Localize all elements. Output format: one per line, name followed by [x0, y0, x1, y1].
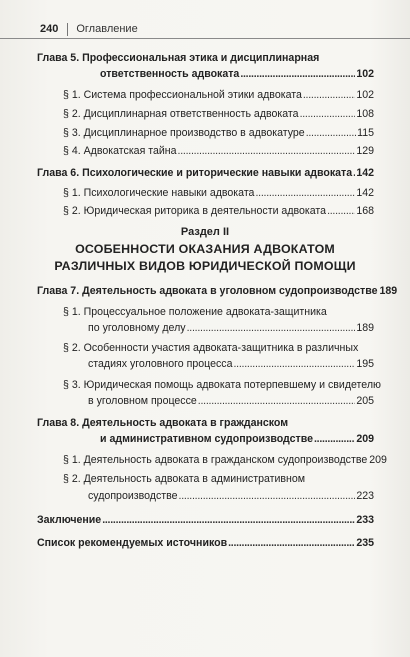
toc-section-title: § 2. Юридическая риторика в деятельности адвоката	[63, 205, 327, 217]
toc-chapter-title: Глава 7. Деятельность адвоката в уголовном судопроизводстве	[37, 285, 378, 297]
toc-page-number: 129	[356, 145, 374, 157]
dot-leader	[306, 126, 356, 141]
toc-chapter-5-title-line1: Глава 5. Профессиональная этика и дисциплинарная	[37, 52, 320, 64]
toc-page-number: 235	[356, 537, 374, 549]
dot-leader	[179, 489, 356, 504]
header-divider	[67, 23, 68, 36]
toc-section-title-line1: § 3. Юридическая помощь адвоката потерпевшему и свидетелю	[63, 379, 381, 391]
page-number: 240	[40, 23, 59, 35]
toc-page-number: 223	[356, 490, 374, 502]
toc-page-number: 142	[356, 167, 374, 179]
toc-page-number: 209	[369, 454, 387, 466]
toc-section-title-line2: судопроизводстве	[88, 490, 178, 502]
dot-leader	[303, 88, 355, 103]
toc-page-number: 233	[356, 514, 374, 526]
dot-leader	[314, 432, 355, 447]
toc-chapter-title-line2: и административном судопроизводстве	[100, 433, 313, 445]
toc-section-title: § 1. Система профессиональной этики адвоката	[63, 89, 302, 101]
toc-chapter-5-title-line2: ответственность адвоката	[100, 68, 240, 80]
running-header	[0, 20, 410, 39]
toc-page-number: 115	[357, 127, 374, 139]
toc-section-title-line1: § 1. Процессуальное положение адвоката-защитника	[63, 306, 327, 318]
toc-section-title-line2: по уголовному делу	[88, 322, 186, 334]
toc-page-number: 102	[356, 68, 374, 80]
toc-section-title: § 1. Деятельность адвоката в гражданском судопроизводстве	[63, 454, 368, 466]
part-label: Раздел II	[180, 226, 230, 238]
toc-section-title-line2: в уголовном процессе	[88, 395, 197, 407]
toc-section-title: § 3. Дисциплинарное производство в адвокатуре	[63, 127, 305, 139]
dot-leader	[327, 204, 355, 219]
header-title: Оглавление	[76, 23, 138, 35]
toc-page-number: 205	[356, 395, 374, 407]
toc-page-number: 108	[356, 108, 374, 120]
dot-leader	[255, 186, 355, 201]
toc-chapter-title-line1: Глава 8. Деятельность адвоката в гражданском	[37, 417, 289, 429]
toc-chapter-title: Глава 6. Психологические и риторические навыки адвоката	[37, 167, 353, 179]
toc-page-number: 168	[356, 205, 374, 217]
toc-section-title: § 2. Дисциплинарная ответственность адвоката	[63, 108, 299, 120]
dot-leader	[102, 513, 355, 528]
toc-section-title-line2: стадиях уголовного процесса	[88, 358, 233, 370]
dot-leader	[187, 321, 356, 336]
toc-chapter-title: Заключение	[37, 514, 102, 526]
toc-page-number: 189	[356, 322, 374, 334]
dot-leader	[300, 107, 356, 122]
toc-page-number: 209	[356, 433, 374, 445]
dot-leader	[228, 536, 355, 551]
dot-leader	[353, 166, 355, 181]
toc-page-number: 102	[356, 89, 374, 101]
toc-section-title: § 1. Психологические навыки адвоката	[63, 187, 255, 199]
dot-leader	[198, 394, 356, 409]
toc-page-number: 142	[356, 187, 374, 199]
part-title-line1: ОСОБЕННОСТИ ОКАЗАНИЯ АДВОКАТОМ	[75, 242, 335, 256]
toc-page-number: 195	[356, 358, 374, 370]
toc-chapter-title: Список рекомендуемых источников	[37, 537, 228, 549]
dot-leader	[178, 144, 356, 159]
part-title-line2: РАЗЛИЧНЫХ ВИДОВ ЮРИДИЧЕСКОЙ ПОМОЩИ	[54, 259, 356, 273]
dot-leader	[233, 357, 355, 372]
toc-page-number: 189	[379, 285, 398, 297]
toc-section-title-line1: § 2. Особенности участия адвоката-защитника в различных	[63, 342, 359, 354]
toc-section-title: § 4. Адвокатская тайна	[63, 145, 177, 157]
dot-leader	[240, 67, 355, 82]
toc-section-title-line1: § 2. Деятельность адвоката в административном	[63, 473, 306, 485]
